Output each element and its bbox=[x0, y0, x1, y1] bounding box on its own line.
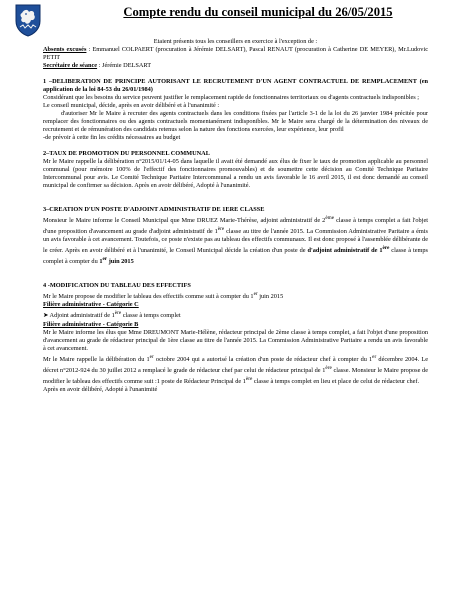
page-title: Compte rendu du conseil municipal du 26/05/2015 bbox=[123, 5, 393, 19]
absents-line bbox=[43, 46, 428, 62]
absents-label: Absents excusés bbox=[43, 46, 87, 53]
spacer bbox=[43, 198, 428, 206]
s4-text-b: juin 2015 bbox=[257, 293, 284, 301]
section-3-title: 3–CREATION D'UN POSTE D'ADJOINT ADMINISTRATIF DE 1ERE CLASSE bbox=[43, 206, 265, 213]
s4-sup: er bbox=[372, 353, 377, 360]
section-4-para-4: Après en avoir délibéré, Adopté à l'unanimité bbox=[43, 385, 158, 393]
s3-text-b: classe à temps complet a fait l'objet d'une proposition d'avancement au grade d'adjoint administratif de 1 bbox=[43, 217, 428, 236]
section-1-para-4: -de prévoir à cette fin les crédits nécessaires au budget bbox=[43, 134, 181, 141]
absents-text: : Emmanuel COLPAERT (procuration à Jérémie DELSART), Pascal RENAUT (procuration à Catherine DE MEYER), Mr.Ludovic PETIT bbox=[43, 46, 428, 61]
spacer bbox=[43, 266, 428, 274]
document-body bbox=[43, 38, 428, 394]
item-c-text-b: classe à temps complet bbox=[121, 312, 181, 320]
s3-sup: ème bbox=[325, 215, 335, 221]
section-3-para-1 bbox=[43, 214, 428, 266]
s3-bold-grade: d'adjoint administratif de 1 bbox=[307, 247, 383, 255]
s4-sup: ère bbox=[245, 375, 253, 382]
s4-sup: er bbox=[253, 291, 258, 298]
arrow-bullet-icon: ➤ bbox=[43, 312, 50, 320]
s3-text-c: classe au titre de l'année 2015. La Commission Administrative Paritaire a émis un avis favorable à cet avancement. Toutefois, ce poste n'existe pas au tableau des effectifs communaux. Il est donc proposé à l'assemblée délibérante de le créer. Après en avoir délibéré et à l'unanimité, le Conseil Municipal décide la création d'un poste de bbox=[43, 228, 428, 255]
item-c-sup: ère bbox=[114, 310, 122, 317]
s4-sup: ère bbox=[325, 364, 332, 371]
s3-date: 1 bbox=[99, 258, 103, 266]
secretary-line bbox=[43, 62, 428, 70]
spacer bbox=[43, 70, 428, 78]
secretary-label: Secrétaire de séance bbox=[43, 62, 98, 69]
s3-sup: ère bbox=[217, 226, 225, 233]
filiere-c-heading: Filière administrative - Catégorie C bbox=[43, 301, 139, 309]
s3-text-a: Monsieur le Maire informe le Conseil Municipal que Mme DRUEZ Marie-Thérèse, adjoint administratif de 2 bbox=[43, 217, 326, 225]
section-4-title: 4 -MODIFICATION DU TABLEAU DES EFFECTIFS bbox=[43, 282, 191, 290]
section-4-para-1 bbox=[43, 290, 428, 301]
section-1-para-3: d'autoriser Mr le Maire à recruter des agents contractuels dans les conditions fixées par l'article 3-1 de la loi du 26 janvier 1984 précitée pour remplacer des fonctionnaires ou des agents contractuels momentanément indisponibles. Mr le Maire sera chargé de la détermination des niveaux de recrutement et de rémunération des candidats retenus selon la nature des fonctions exercées, leur expérience, leur profil bbox=[43, 110, 428, 133]
s3-sup: er bbox=[102, 256, 108, 263]
s4-p3-b: octobre 2004 qui a autorisé la création d'un poste de rédacteur chef à compter du 1 bbox=[153, 355, 373, 363]
filiere-c-item bbox=[43, 309, 428, 320]
section-2-para-1: Mr le Maire rappelle la délibération n°2015/01/14-05 dans laquelle il avait été demandé aux élus de fixer le taux de promotion applicable au personnel communal (pour mémoire 100% de l'effectif des fonctionnaires promouvables) et de soumettre cette décision au Comité Technique Paritaire Intercommunal pour avis. Le Comité Technique Paritaire Intercommunal a rendu un avis favorable le 16 avril 2015, il est donc demandé au conseil municipal de confirmer sa décision. Après en avoir délibéré, Adopté à l'unanimité. bbox=[43, 158, 428, 189]
s4-p3-c: décembre 2004. Le décret n°2012-924 du 30 juillet 2012 a remplacé le grade de rédacteur chef par celui de rédacteur principal de 1 bbox=[43, 355, 428, 374]
s4-text-a: Mr le Maire propose de modifier le tableau des effectifs comme suit à compter du 1 bbox=[43, 293, 254, 301]
section-1-title: 1 –DELIBERATION DE PRINCIPE AUTORISANT LE RECRUTEMENT D'UN AGENT CONTRACTUEL DE REMPLACEMENT (en application de la loi 84-53 du 26/01/1984) bbox=[43, 78, 428, 93]
secretary-text: : Jérémie DELSART bbox=[97, 62, 152, 69]
coat-of-arms-logo bbox=[14, 3, 42, 37]
s3-sup: ère bbox=[382, 245, 390, 252]
item-c-text-a: Adjoint administratif de 1 bbox=[49, 312, 115, 320]
attendance-line: Etaient présents tous les conseillers en exercice à l'exception de : bbox=[153, 38, 318, 45]
s4-p3-e: classe à temps complet en lieu et place de celui de rédacteur chef. bbox=[252, 377, 420, 385]
spacer bbox=[43, 142, 428, 150]
s4-sup: er bbox=[149, 353, 154, 360]
section-4-para-3 bbox=[43, 353, 428, 386]
section-4-para-2: Mr le Maire informe les élus que Mme DREUMONT Marie-Hélène, rédacteur principal de 2ème classe à temps complet, a fait l'objet d'une proposition d'avancement au grade de rédacteur principal de 1ère classe au titre de l'année 2015. La Commission Administrative Paritaire a rendu un avis favorable à cet avancement. bbox=[43, 328, 428, 352]
s4-p3-a: Mr le Maire rappelle la délibération du 1 bbox=[43, 355, 150, 363]
section-2-title: 2–TAUX DE PROMOTION DU PERSONNEL COMMUNAL bbox=[43, 150, 210, 157]
filiere-b-heading: Filière administrative - Catégorie B bbox=[43, 320, 139, 328]
s3-text-d: classe à temps complet à compter du bbox=[43, 247, 428, 266]
spacer bbox=[43, 190, 428, 198]
s3-date-rest: juin 2015 bbox=[107, 258, 134, 266]
section-1-para-2: Le conseil municipal, décide, après en avoir délibéré et à l'unanimité : bbox=[43, 102, 220, 109]
section-1-para-1: Considérant que les besoins du service peuvent justifier le remplacement rapide de fonctionnaires territoriaux ou d'agents contractuels indisponibles ; bbox=[43, 94, 420, 101]
s4-p3-d: classe. Monsieur le Maire propose de modifier le tableau des effectifs comme suit :1 poste de Rédacteur Principal de 1 bbox=[43, 366, 428, 385]
spacer bbox=[43, 274, 428, 282]
